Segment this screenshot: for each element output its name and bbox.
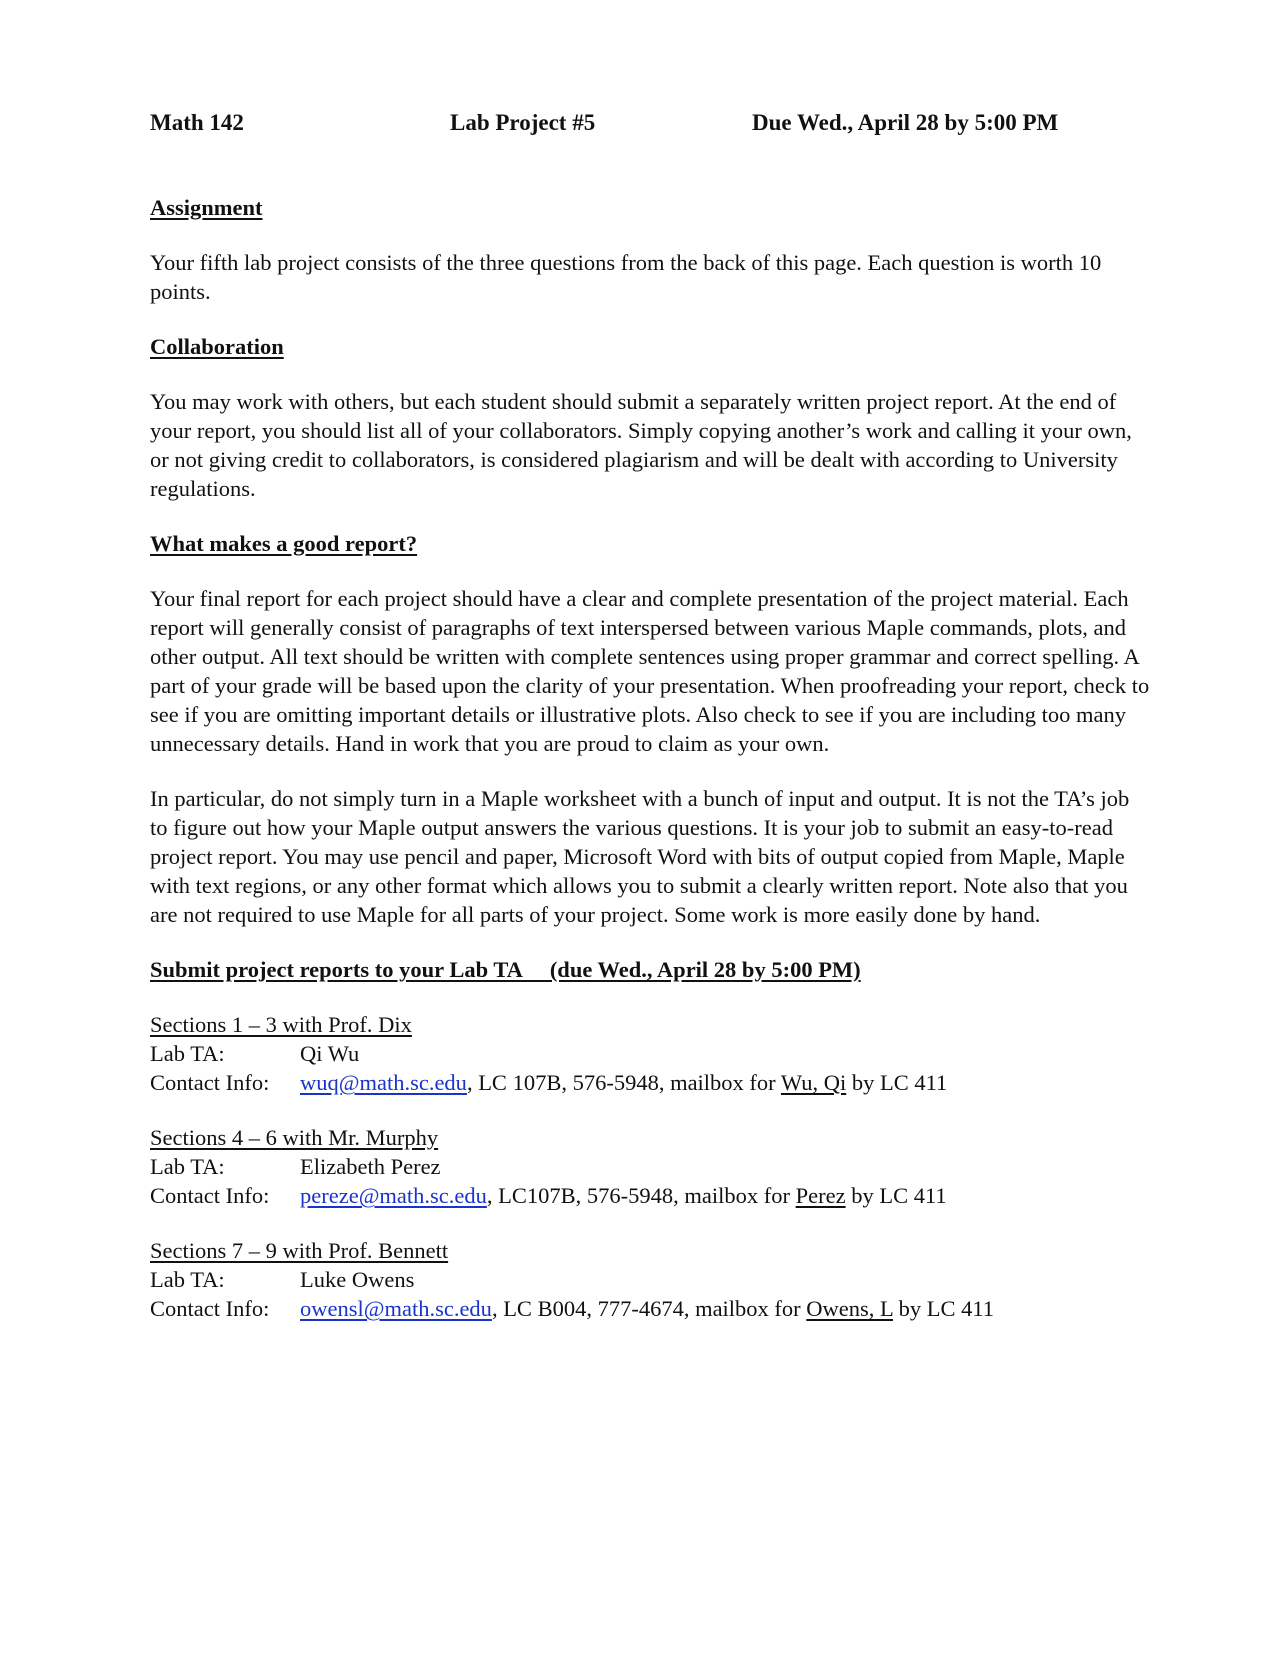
good-report-paragraph-2: In particular, do not simply turn in a Maple worksheet with a bunch of input and output. It is not the TA’s job to figure out how your Maple output answers the various questions. It is your job to submit an easy-to-read project report. You may use pencil and paper, Microsoft Word with bits of output copied from Maple, Maple with text regions, or any other format which allows you to submit a clearly written report. Note also that you are not required to use Maple for all parts of your project. Some work is more easily done by hand. bbox=[150, 786, 1130, 927]
assignment-text: Your fifth lab project consists of the three questions from the back of this page. Each question is worth 10 points. bbox=[150, 250, 1102, 304]
good-report-paragraph-1: Your final report for each project should have a clear and complete presentation of the project material. Each report will generally consist of paragraphs of text interspersed between various Maple commands, plots, and other output. All text should be written with complete sentences using proper grammar and correct spelling. A part of your grade will be based upon the clarity of your presentation. When proofreading your report, check to see if you are omitting important details or illustrative plots. Also check to see if you are including too many unnecessary details. Hand in work that you are proud to claim as your own. bbox=[150, 586, 1150, 756]
mailbox-name: Perez bbox=[795, 1183, 846, 1208]
lab-ta-label: Lab TA: bbox=[150, 1267, 225, 1292]
lab-ta-label: Lab TA: bbox=[150, 1041, 225, 1066]
mailbox-location: by LC 411 bbox=[845, 1183, 947, 1208]
ta-name: Elizabeth Perez bbox=[300, 1154, 441, 1179]
course-name: Math 142 bbox=[150, 110, 244, 135]
section-title: Sections 7 – 9 with Prof. Bennett bbox=[150, 1238, 449, 1263]
contact-details-text: , LC107B, 576-5948, mailbox for bbox=[486, 1183, 796, 1208]
section-title: Sections 1 – 3 with Prof. Dix bbox=[150, 1012, 412, 1037]
contact-info-label: Contact Info: bbox=[150, 1296, 270, 1321]
contact-details bbox=[300, 1068, 947, 1097]
contact-info-label: Contact Info: bbox=[150, 1070, 270, 1095]
contact-details bbox=[300, 1294, 994, 1323]
submit-heading: Submit project reports to your Lab TA (due Wed., April 28 by 5:00 PM) bbox=[150, 957, 861, 982]
mailbox-name: Wu, Qi bbox=[780, 1070, 847, 1095]
section-title: Sections 4 – 6 with Mr. Murphy bbox=[150, 1125, 439, 1150]
contact-details-text: , LC 107B, 576-5948, mailbox for bbox=[466, 1070, 781, 1095]
mailbox-location: by LC 411 bbox=[846, 1070, 948, 1095]
collaboration-text: You may work with others, but each student should submit a separately written project report. At the end of your report, you should list all of your collaborators. Simply copying another’s work and calling it your own, or not giving credit to collaborators, is considered plagiarism and will be dealt with according to University regulations. bbox=[150, 389, 1132, 501]
ta-email-link[interactable]: pereze@math.sc.edu bbox=[300, 1183, 487, 1208]
assignment-heading: Assignment bbox=[150, 195, 263, 220]
ta-section-2 bbox=[150, 1123, 1150, 1210]
contact-details-text: , LC B004, 777-4674, mailbox for bbox=[491, 1296, 807, 1321]
ta-name: Luke Owens bbox=[300, 1267, 415, 1292]
contact-info-label: Contact Info: bbox=[150, 1183, 270, 1208]
document-page bbox=[150, 108, 1150, 1323]
mailbox-location: by LC 411 bbox=[892, 1296, 994, 1321]
ta-email-link[interactable]: wuq@math.sc.edu bbox=[300, 1070, 467, 1095]
collaboration-heading: Collaboration bbox=[150, 334, 284, 359]
good-report-heading: What makes a good report? bbox=[150, 531, 418, 556]
lab-ta-label: Lab TA: bbox=[150, 1154, 225, 1179]
ta-section-1 bbox=[150, 1010, 1150, 1097]
ta-email-link[interactable]: owensl@math.sc.edu bbox=[300, 1296, 492, 1321]
contact-details bbox=[300, 1181, 947, 1210]
document-header bbox=[150, 108, 1150, 140]
project-title: Lab Project #5 bbox=[450, 110, 596, 135]
ta-name: Qi Wu bbox=[300, 1041, 360, 1066]
due-date: Due Wed., April 28 by 5:00 PM bbox=[752, 110, 1059, 135]
mailbox-name: Owens, L bbox=[806, 1296, 893, 1321]
ta-section-3 bbox=[150, 1236, 1150, 1323]
